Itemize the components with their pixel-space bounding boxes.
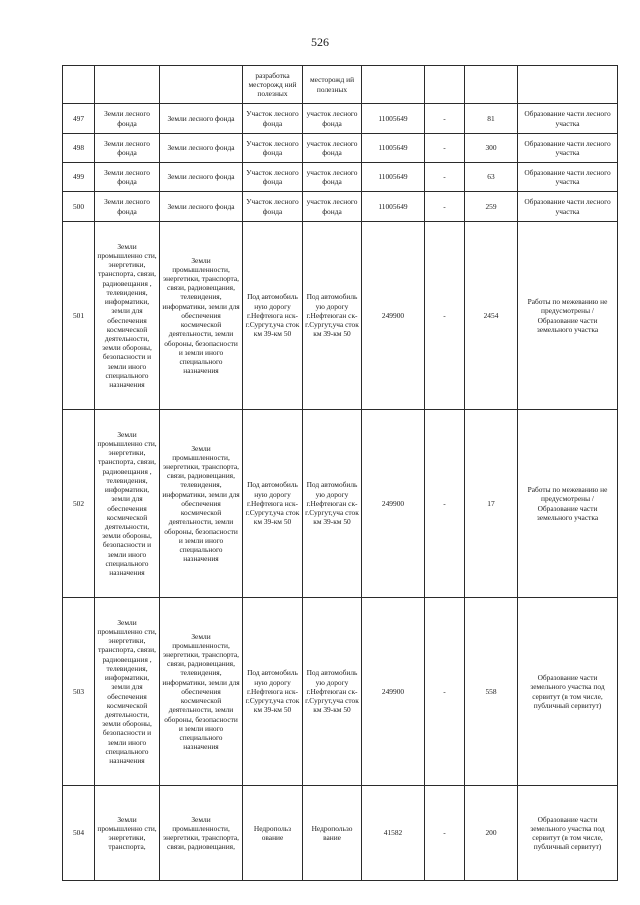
cell-dash [425,66,465,104]
cell-category: Земли промышленно сти, энергетики, транспорта, связи, радиовещания , телевидения, информатики, земли для обеспечения космической деятельности, земли обороны, безопасности и земли иного специального назначения [95,410,160,598]
cell-num: 500 [63,192,95,222]
cell-cadastral: 11005649 [362,134,425,163]
cell-num: 502 [63,410,95,598]
page-number: 526 [311,35,329,49]
cell-location: Участок лесного фонда [243,134,303,163]
cell-location: Недропольз ование [243,786,303,881]
cell-num: 501 [63,222,95,410]
cell-permitted-use [160,66,243,104]
cell-category: Земли промышленно сти, энергетики, транспорта, [95,786,160,881]
table-row [63,598,618,786]
cell-dash: - [425,598,465,786]
cell-area [465,66,518,104]
cell-permitted-use: Земли промышленности, энергетики, транспорта, связи, радиовещания, телевидения, информатики, земли для обеспечения космической деятельности, земли обороны, безопасности и земли иного специального назначения [160,598,243,786]
table-row-continuation [63,66,618,104]
cell-address: месторожд ий полезных [303,66,362,104]
cell-cadastral: 11005649 [362,163,425,192]
table-row [63,786,618,881]
cell-cadastral: 249900 [362,222,425,410]
cell-category: Земли промышленно сти, энергетики, транспорта, связи, радиовещания , телевидения, информатики, земли для обеспечения космической деятельности, земли обороны, безопасности и земли иного специального назначения [95,598,160,786]
cell-category: Земли лесного фонда [95,134,160,163]
cell-purpose: Работы по межеванию не предусмотрены / Образование части земельного участка [518,222,618,410]
cell-location: Под автомобиль ную дорогу г.Нефтеюга нск-г.Сургут,уча сток км 39-км 50 [243,222,303,410]
cell-address: Недропользо вание [303,786,362,881]
cell-dash: - [425,163,465,192]
land-plots-table [62,65,618,881]
cell-location: Участок лесного фонда [243,163,303,192]
cell-permitted-use: Земли промышленности, энергетики, транспорта, связи, радиовещания, [160,786,243,881]
cell-area: 558 [465,598,518,786]
cell-purpose: Образование части земельного участка под сервитут (в том числе, публичный сервитут) [518,786,618,881]
cell-location: разработка месторожд ний полезных [243,66,303,104]
cell-purpose: Образование части лесного участка [518,134,618,163]
cell-permitted-use: Земли лесного фонда [160,163,243,192]
cell-cadastral: 11005649 [362,104,425,134]
cell-purpose: Образование части лесного участка [518,163,618,192]
cell-category [95,66,160,104]
cell-address: Под автомобиль ую дорогу г.Нефтеюган ск-г.Сургут,уча сток км 39-км 50 [303,598,362,786]
cell-purpose: Работы по межеванию не предусмотрены / Образование части земельного участка [518,410,618,598]
table-row [63,222,618,410]
cell-area: 81 [465,104,518,134]
cell-area: 259 [465,192,518,222]
cell-area: 2454 [465,222,518,410]
table-row [63,104,618,134]
cell-address: участок лесного фонда [303,104,362,134]
cell-location: Участок лесного фонда [243,104,303,134]
cell-area: 63 [465,163,518,192]
cell-cadastral: 249900 [362,598,425,786]
cell-permitted-use: Земли промышленности, энергетики, транспорта, связи, радиовещания, телевидения, информатики, земли для обеспечения космической деятельности, земли обороны, безопасности и земли иного специального назначения [160,222,243,410]
cell-purpose: Образование части лесного участка [518,104,618,134]
cell-category: Земли лесного фонда [95,163,160,192]
table-row [63,192,618,222]
cell-area: 300 [465,134,518,163]
cell-num: 498 [63,134,95,163]
cell-category: Земли лесного фонда [95,104,160,134]
cell-dash: - [425,104,465,134]
cell-num: 503 [63,598,95,786]
cell-area: 17 [465,410,518,598]
cell-address: Под автомобиль ую дорогу г.Нефтеюган ск-г.Сургут,уча сток км 39-км 50 [303,222,362,410]
cell-purpose: Образование части земельного участка под сервитут (в том числе, публичный сервитут) [518,598,618,786]
cell-num: 497 [63,104,95,134]
cell-permitted-use: Земли лесного фонда [160,104,243,134]
cell-num [63,66,95,104]
cell-address: участок лесного фонда [303,192,362,222]
cell-address: Под автомобиль ую дорогу г.Нефтеюган ск-г.Сургут,уча сток км 39-км 50 [303,410,362,598]
table-row [63,163,618,192]
cell-location: Под автомобиль ную дорогу г.Нефтеюга нск-г.Сургут,уча сток км 39-км 50 [243,410,303,598]
cell-address: участок лесного фонда [303,163,362,192]
table-row [63,134,618,163]
cell-category: Земли лесного фонда [95,192,160,222]
cell-purpose [518,66,618,104]
table-row [63,410,618,598]
cell-location: Участок лесного фонда [243,192,303,222]
cell-purpose: Образование части лесного участка [518,192,618,222]
cell-cadastral: 11005649 [362,192,425,222]
cell-address: участок лесного фонда [303,134,362,163]
cell-cadastral: 249900 [362,410,425,598]
cell-dash: - [425,192,465,222]
cell-category: Земли промышленно сти, энергетики, транспорта, связи, радиовещания , телевидения, информатики, земли для обеспечения космической деятельности, земли обороны, безопасности и земли иного специального назначения [95,222,160,410]
cell-cadastral: 41582 [362,786,425,881]
cell-dash: - [425,786,465,881]
cell-area: 200 [465,786,518,881]
cell-num: 499 [63,163,95,192]
cell-permitted-use: Земли промышленности, энергетики, транспорта, связи, радиовещания, телевидения, информатики, земли для обеспечения космической деятельности, земли обороны, безопасности и земли иного специального назначения [160,410,243,598]
cell-dash: - [425,134,465,163]
cell-dash: - [425,222,465,410]
cell-permitted-use: Земли лесного фонда [160,134,243,163]
cell-location: Под автомобиль ную дорогу г.Нефтеюга нск-г.Сургут,уча сток км 39-км 50 [243,598,303,786]
cell-num: 504 [63,786,95,881]
cell-permitted-use: Земли лесного фонда [160,192,243,222]
cell-dash: - [425,410,465,598]
cell-cadastral [362,66,425,104]
